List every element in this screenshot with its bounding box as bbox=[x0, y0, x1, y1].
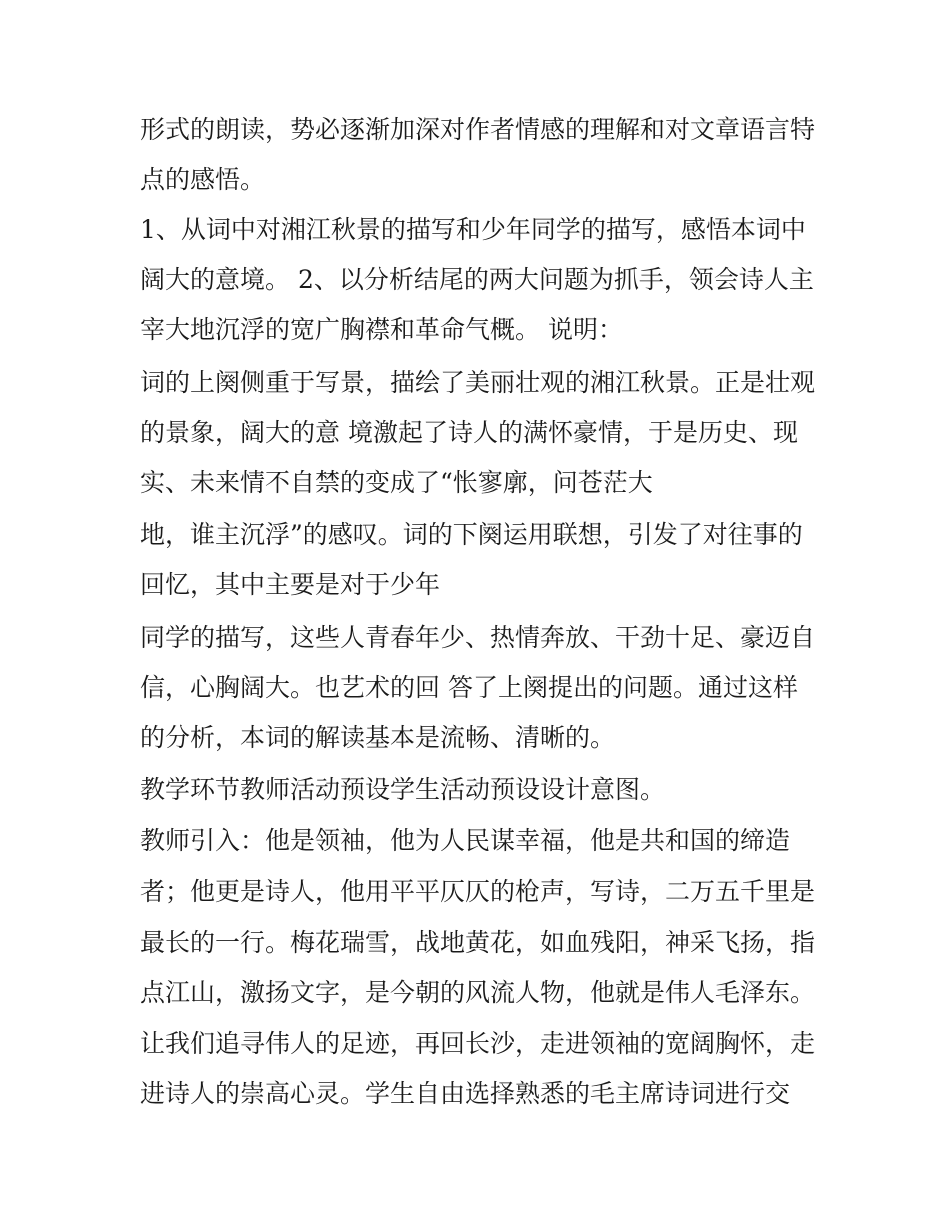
text-line: 进诗人的崇高心灵。学生自由选择熟悉的毛主席诗词进行交 bbox=[140, 1079, 791, 1108]
text-line: 的景象，阔大的意 境激起了诗人的满怀豪情，于是历史、现 bbox=[140, 418, 798, 447]
text-line: 1、从词中对湘江秋景的描写和少年同学的描写，感悟本词中 bbox=[140, 215, 806, 244]
text-line: 回忆，其中主要是对于少年 bbox=[140, 570, 441, 599]
text-line: 最长的一行。梅花瑞雪，战地黄花，如血残阳，神采飞扬，指 bbox=[140, 928, 816, 957]
text-line: 信，心胸阔大。也艺术的回 答了上阕提出的问题。通过这样 bbox=[140, 673, 798, 702]
text-line: 宰大地沉浮的宽广胸襟和革命气概。 说明： bbox=[140, 315, 623, 344]
text-line: 者；他更是诗人，他用平平仄仄的枪声，写诗，二万五千里是 bbox=[140, 877, 816, 906]
text-line: 同学的描写，这些人青春年少、热情奔放、干劲十足、豪迈自 bbox=[140, 623, 816, 652]
text-line: 让我们追寻伟人的足迹，再回长沙，走进领袖的宽阔胸怀，走 bbox=[140, 1029, 816, 1058]
text-line: 的分析，本词的解读基本是流畅、清晰的。 bbox=[140, 723, 616, 752]
text-line: 教师引入：他是领袖，他为人民谋幸福，他是共和国的缔造 bbox=[140, 826, 791, 855]
text-line: 地，谁主沉浮”的感叹。词的下阕运用联想，引发了对往事的 bbox=[140, 520, 803, 549]
text-line: 教学环节教师活动预设学生活动预设设计意图。 bbox=[140, 775, 666, 804]
text-line: 点的感悟。 bbox=[140, 165, 266, 194]
text-line: 词的上阕侧重于写景，描绘了美丽壮观的湘江秋景。正是壮观 bbox=[140, 368, 816, 397]
text-line: 形式的朗读，势必逐渐加深对作者情感的理解和对文章语言特 bbox=[140, 115, 816, 144]
text-line: 实、未来情不自禁的变成了“怅寥廓，问苍茫大 bbox=[140, 468, 653, 497]
text-line: 点江山，激扬文字，是今朝的风流人物，他就是伟人毛泽东。 bbox=[140, 978, 816, 1007]
text-line: 阔大的意境。 2、以分析结尾的两大问题为抓手，领会诗人主 bbox=[140, 265, 814, 294]
